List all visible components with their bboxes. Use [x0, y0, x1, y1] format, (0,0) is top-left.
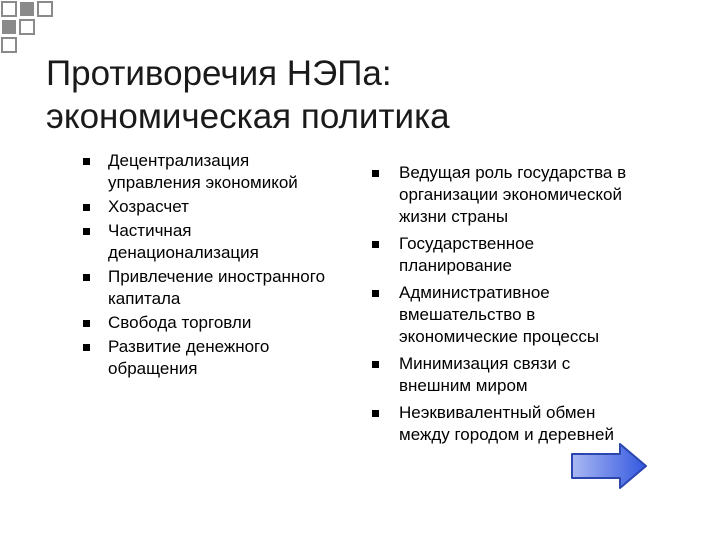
list-item [374, 353, 674, 397]
list-item-line: обращения [108, 359, 198, 378]
list-item-line: управления экономикой [108, 173, 298, 192]
list-item [83, 196, 373, 218]
square-bullet-icon [372, 170, 379, 177]
left-bullet-list [83, 150, 373, 382]
list-item [83, 150, 373, 194]
list-item-line: жизни страны [399, 207, 509, 226]
slide-title [46, 52, 450, 138]
slide-title-line-2: экономическая политика [46, 97, 450, 136]
list-item-line: Административное [399, 283, 550, 302]
square-bullet-icon [83, 228, 90, 235]
list-item [374, 282, 674, 348]
list-item-line: организации экономической [399, 185, 622, 204]
list-item-line: планирование [399, 256, 513, 275]
list-item-line: Привлечение иностранного [108, 267, 326, 286]
list-item-line: капитала [108, 289, 181, 308]
square-bullet-icon [372, 290, 379, 297]
right-bullet-list [374, 162, 674, 451]
square-bullet-icon [83, 320, 90, 327]
list-item-line: Свобода торговли [108, 313, 252, 332]
square-bullet-icon [372, 241, 379, 248]
list-item [83, 336, 373, 380]
slide-title-line-1: Противоречия НЭПа: [46, 54, 392, 93]
right-arrow-icon[interactable] [570, 442, 648, 490]
square-bullet-icon [83, 274, 90, 281]
list-item-line: Частичная [108, 221, 192, 240]
list-item-line: Децентрализация [108, 151, 250, 170]
list-item-line: Развитие денежного [108, 337, 270, 356]
list-item [374, 233, 674, 277]
square-bullet-icon [83, 158, 90, 165]
list-item-line: экономические процессы [399, 327, 600, 346]
list-item [83, 312, 373, 334]
list-item-line: денационализация [108, 243, 259, 262]
list-item-line: Государственное [399, 234, 535, 253]
list-item-line: внешним миром [399, 376, 528, 395]
square-bullet-icon [83, 204, 90, 211]
square-bullet-icon [372, 410, 379, 417]
list-item-line: Минимизация связи с [399, 354, 571, 373]
square-bullet-icon [83, 344, 90, 351]
corner-squares-decoration [0, 0, 60, 60]
list-item [374, 402, 674, 446]
list-item-line: Неэквивалентный обмен [399, 403, 596, 422]
list-item-line: Ведущая роль государства в [399, 163, 627, 182]
list-item [374, 162, 674, 228]
list-item-line: Хозрасчет [108, 197, 189, 216]
square-bullet-icon [372, 361, 379, 368]
list-item [83, 220, 373, 264]
list-item [83, 266, 373, 310]
list-item-line: вмешательство в [399, 305, 536, 324]
list-item-line: между городом и деревней [399, 425, 614, 444]
